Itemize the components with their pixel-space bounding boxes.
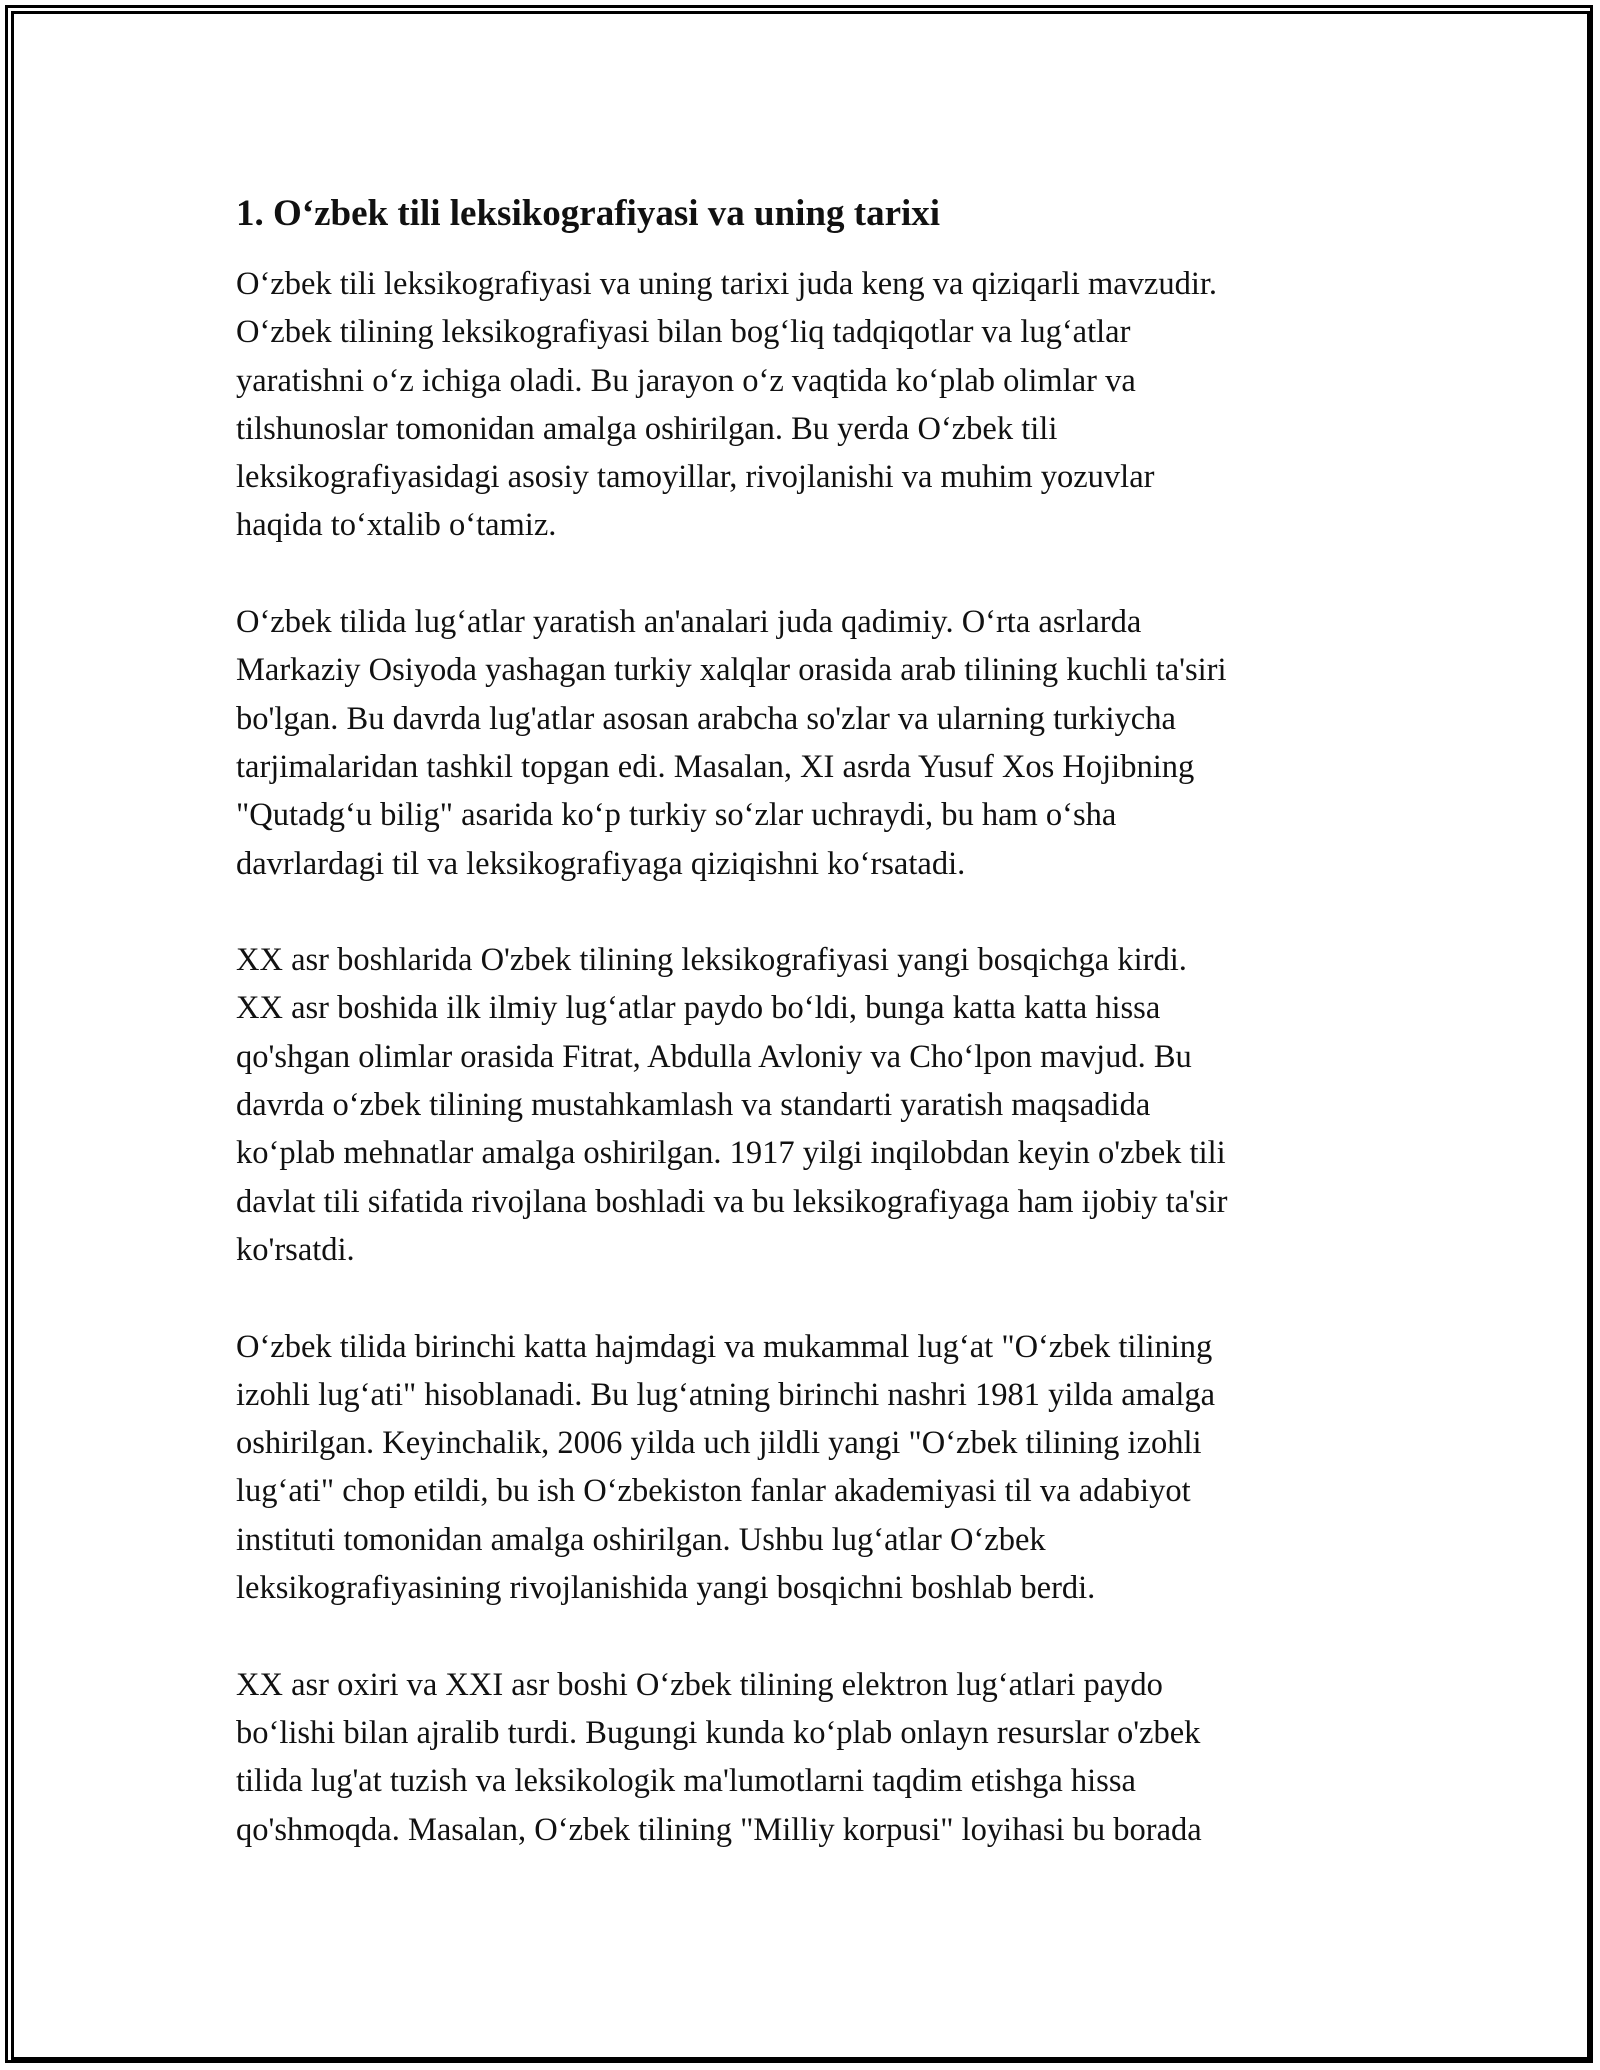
text-line: leksikografiyasidagi asosiy tamoyillar, rivojlanishi va muhim yozuvlar — [236, 459, 1155, 496]
text-line: davrlardagi til va leksikografiyaga qiziqishni ko‘rsatadi. — [236, 845, 966, 882]
paragraph-5 — [236, 1661, 1366, 1854]
text-line: davrda o‘zbek tilining mustahkamlash va standarti yaratish maqsadida — [236, 1087, 1151, 1124]
text-line: O‘zbek tili leksikografiyasi va uning tarixi juda keng va qiziqarli mavzudir. — [236, 266, 1218, 302]
text-line: O‘zbek tilida lug‘atlar yaratish an'analari juda qadimiy. O‘rta asrlarda — [236, 604, 1142, 641]
text-line: tarjimalaridan tashkil topgan edi. Masalan, XI asrda Yusuf Xos Hojibning — [236, 748, 1195, 785]
text-line: izohli lug‘ati" hisoblanadi. Bu lug‘atning birinchi nashri 1981 yilda amalga — [236, 1376, 1216, 1413]
text-line: bo'lgan. Bu davrda lug'atlar asosan arabcha so'zlar va ularning turkiycha — [236, 700, 1176, 737]
text-line: leksikografiyasining rivojlanishida yangi bosqichni boshlab berdi. — [236, 1570, 1096, 1607]
text-line: "Qutadg‘u bilig" asarida ko‘p turkiy so‘zlar uchraydi, bu ham o‘sha — [236, 797, 1117, 834]
text-line: instituti tomonidan amalga oshirilgan. Ushbu lug‘atlar O‘zbek — [236, 1521, 1046, 1558]
text-line: qo'shmoqda. Masalan, O‘zbek tilining "Milliy korpusi" loyihasi bu borada — [236, 1811, 1202, 1848]
text-line: yaratishni o‘z ichiga oladi. Bu jarayon o‘z vaqtida ko‘plab olimlar va — [236, 362, 1136, 399]
text-line: XX asr oxiri va XXI asr boshi O‘zbek tilining elektron lug‘atlari paydo — [236, 1666, 1163, 1703]
text-line: Markaziy Osiyoda yashagan turkiy xalqlar orasida arab tilining kuchli ta'siri — [236, 652, 1227, 689]
text-line: bo‘lishi bilan ajralib turdi. Bugungi kunda ko‘plab onlayn resurslar o'zbek — [236, 1714, 1201, 1751]
text-line: O‘zbek tilining leksikografiyasi bilan bog‘liq tadqiqotlar va lug‘atlar — [236, 314, 1131, 351]
text-line: ko‘plab mehnatlar amalga oshirilgan. 1917 yilgi inqilobdan keyin o'zbek tili — [236, 1135, 1226, 1172]
text-line: tilshunoslar tomonidan amalga oshirilgan. Bu yerda O‘zbek tili — [236, 410, 1058, 447]
document-body — [236, 190, 1366, 1902]
paragraph-3 — [236, 936, 1366, 1274]
section-title: 1. O‘zbek tili leksikografiyasi va uning tarixi — [236, 193, 941, 234]
paragraph-4 — [236, 1323, 1366, 1613]
text-line: XX asr boshlarida O'zbek tilining leksikografiyasi yangi bosqichga kirdi. — [236, 942, 1187, 979]
text-line: oshirilgan. Keyinchalik, 2006 yilda uch jildli yangi "O‘zbek tilining izohli — [236, 1425, 1202, 1462]
text-line: lug‘ati" chop etildi, bu ish O‘zbekiston fanlar akademiyasi til va adabiyot — [236, 1473, 1191, 1510]
text-line: ko'rsatdi. — [236, 1231, 355, 1268]
paragraph-1 — [236, 260, 1366, 550]
text-line: davlat tili sifatida rivojlana boshladi va bu leksikografiyaga ham ijobiy ta'sir — [236, 1183, 1228, 1220]
paragraph-2 — [236, 598, 1366, 888]
text-line: tilida lug'at tuzish va leksikologik ma'lumotlarni taqdim etishga hissa — [236, 1763, 1136, 1800]
paragraphs-container — [236, 260, 1366, 1854]
text-line: qo'shgan olimlar orasida Fitrat, Abdulla Avloniy va Cho‘lpon mavjud. Bu — [236, 1038, 1192, 1075]
text-line: O‘zbek tilida birinchi katta hajmdagi va mukammal lug‘at "O‘zbek tilining — [236, 1328, 1213, 1365]
text-line: haqida to‘xtalib o‘tamiz. — [236, 507, 557, 544]
text-line: XX asr boshida ilk ilmiy lug‘atlar paydo bo‘ldi, bunga katta katta hissa — [236, 990, 1161, 1027]
